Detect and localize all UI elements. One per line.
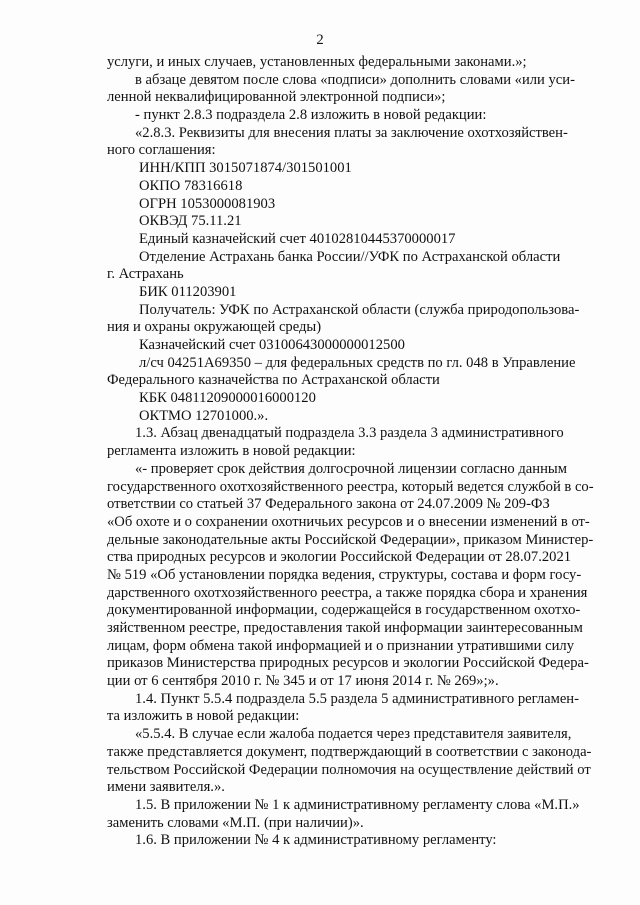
text-line: зяйственном реестре, предоставления такой информации заинтересованным xyxy=(107,620,583,636)
text-line: ства природных ресурсов и экологии Российской Федерации от 28.07.2021 xyxy=(107,549,572,566)
text-line: л/сч 04251А69350 – для федеральных средств по гл. 048 в Управление xyxy=(139,354,576,371)
text-line: Отделение Астрахань банка России//УФК по Астраханской области xyxy=(139,248,561,265)
text-line: 1.3. Абзац двенадцатый подраздела 3.3 раздела 3 административного xyxy=(135,425,564,442)
text-line: ОКВЭД 75.11.21 xyxy=(139,213,242,230)
text-line: Казначейский счет 03100643000000012500 xyxy=(139,337,405,353)
text-line: ответствии со статьей 37 Федерального закона от 24.07.2009 № 209-ФЗ xyxy=(107,496,550,513)
text-line: Получатель: УФК по Астраханской области (служба природопользова- xyxy=(139,301,580,318)
text-line: Федерального казначейства по Астраханской области xyxy=(107,372,440,389)
text-line: ОКТМО 12701000.». xyxy=(139,407,269,424)
text-line: дельные законодательные акты Российской Федерации», приказом Министер- xyxy=(107,531,594,548)
text-line: ции от 6 сентября 2010 г. № 345 и от 17 июня 2014 г. № 269»;». xyxy=(107,673,499,690)
document-body xyxy=(107,54,614,850)
text-line: услуги, и иных случаев, установленных федеральными законами.»; xyxy=(107,54,527,70)
text-line: лицам, форм обмена такой информацией и о признании утратившими силу xyxy=(107,637,574,654)
text-line: Единый казначейский счет 40102810445370000017 xyxy=(139,230,456,247)
text-line: 1.6. В приложении № 4 к административному регламенту: xyxy=(135,832,497,849)
page-number: 2 xyxy=(316,32,324,48)
text-line: также представляется документ, подтверждающий в соответствии с законода- xyxy=(107,743,592,760)
text-line: дарственного охотхозяйственного реестра, а также порядка сбора и хранения xyxy=(107,584,588,601)
text-line: заменить словами «М.П. (при наличии)». xyxy=(107,814,364,831)
text-line: ОГРН 1053000081903 xyxy=(139,195,276,212)
text-line: - пункт 2.8.3 подраздела 2.8 изложить в новой редакции: xyxy=(135,107,487,124)
text-line: БИК 011203901 xyxy=(139,283,237,300)
text-line: ленной неквалифицированной электронной подписи»; xyxy=(107,89,446,106)
text-line: «Об охоте и о сохранении охотничьих ресурсов и о внесении изменений в от- xyxy=(107,513,590,530)
text-line: «- проверяет срок действия долгосрочной лицензии согласно данным xyxy=(135,460,567,477)
text-line: в абзаце девятом после слова «подписи» дополнить словами «или уси- xyxy=(135,71,575,88)
text-line: регламента изложить в новой редакции: xyxy=(107,443,356,460)
text-line: ОКПО 78316618 xyxy=(139,177,243,194)
text-line: государственного охотхозяйственного реестра, который ведется службой в со- xyxy=(107,478,594,495)
text-line: 1.5. В приложении № 1 к административному регламенту слова «М.П.» xyxy=(135,796,580,813)
text-line: «5.5.4. В случае если жалоба подается через представителя заявителя, xyxy=(135,726,572,743)
text-line: приказов Министерства природных ресурсов и экологии Российской Федера- xyxy=(107,655,589,672)
text-line: г. Астрахань xyxy=(107,266,184,283)
text-line: ного соглашения: xyxy=(107,142,216,159)
text-line: документированной информации, содержащейся в государственном охотхо- xyxy=(107,602,581,619)
text-line: 1.4. Пункт 5.5.4 подраздела 5.5 раздела 5 административного регламен- xyxy=(135,690,579,707)
text-line: ИНН/КПП 3015071874/301501001 xyxy=(139,160,352,177)
text-line: КБК 04811209000016000120 xyxy=(139,390,316,407)
text-line: № 519 «Об установлении порядка ведения, структуры, состава и форм госу- xyxy=(107,566,582,583)
text-line: тельством Российской Федерации полномочия на осуществление действий от xyxy=(107,761,591,778)
text-line: та изложить в новой редакции: xyxy=(107,708,300,725)
text-line: имени заявителя.». xyxy=(107,779,225,796)
text-line: ния и охраны окружающей среды) xyxy=(107,319,322,336)
text-line: «2.8.3. Реквизиты для внесения платы за заключение охотхозяйствен- xyxy=(135,124,568,141)
